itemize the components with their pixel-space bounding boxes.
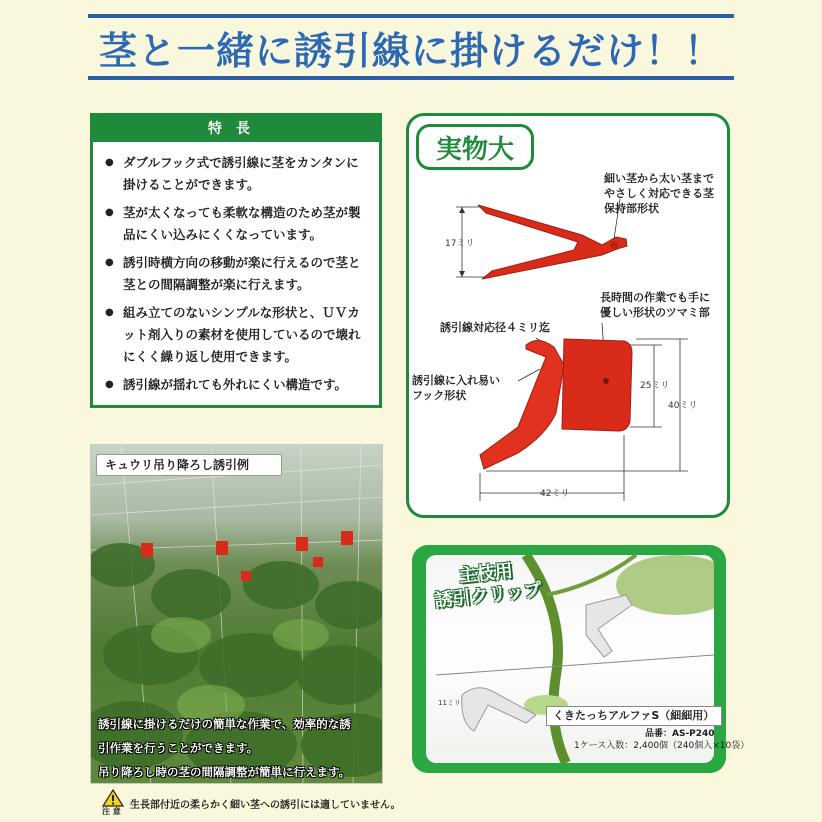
note-wire-diameter: 誘引線対応径４ミリ迄 bbox=[440, 321, 550, 334]
cucumber-photo bbox=[90, 444, 383, 784]
caution-text: 生長部付近の柔らかく細い茎への誘引には適していません。 bbox=[130, 800, 401, 811]
features-title: 特長 bbox=[93, 116, 379, 142]
cucumber-caption-1: 誘引線に掛けるだけの簡単な作業で、効率的な誘 bbox=[98, 717, 351, 731]
feature-item: ● 誘引時横方向の移動が楽に行えるので茎と茎との間隔調整が楽に行えます。 bbox=[103, 252, 369, 296]
headline-text: 茎と一緒に誘引線に掛けるだけ！！ bbox=[98, 28, 723, 73]
clip-front-view bbox=[480, 339, 632, 469]
note-stem: 細い茎から太い茎まで やさしく対応できる茎 保持部形状 bbox=[604, 172, 714, 215]
features-panel bbox=[90, 113, 382, 408]
headline-banner bbox=[88, 14, 734, 80]
product-code: 品番：AS-P240 bbox=[645, 729, 715, 739]
caution-label: 注 意 bbox=[102, 807, 121, 816]
feature-item: ● ダブルフック式で誘引線に茎をカンタンに掛けることができます。 bbox=[103, 152, 369, 196]
cucumber-photo-label: キュウリ吊り降ろし誘引例 bbox=[96, 454, 282, 476]
cucumber-photo-art bbox=[91, 445, 383, 784]
product-name-box: くきたっちアルファS（細細用） bbox=[546, 706, 722, 726]
feature-item: ● 組み立てのないシンプルな形状と、ＵＶカット剤入りの素材を使用しているので壊れにくく繰り返し使用できます。 bbox=[103, 302, 369, 368]
cucumber-caption-3: 吊り降ろし時の茎の間隔調整が簡単に行えます。 bbox=[98, 765, 351, 779]
cucumber-caption-2: 引作業を行うことができます。 bbox=[98, 741, 259, 755]
note-knob: 長時間の作業でも手に 優しい形状のツマミ部 bbox=[600, 291, 710, 319]
actual-size-label-text: 実物大 bbox=[435, 134, 514, 165]
feature-item: ● 茎が太くなっても柔軟な構造のため茎が製品にくい込みにくくなっています。 bbox=[103, 202, 369, 246]
note-hook: 誘引線に入れ易い フック形状 bbox=[412, 374, 500, 402]
feature-item: ● 誘引線が揺れても外れにくい構造です。 bbox=[103, 374, 369, 396]
dim-40-label: 40ミリ bbox=[668, 401, 698, 411]
clip-small-dim: 11ミリ bbox=[438, 699, 461, 707]
clip-title: 主枝用 誘引クリップ bbox=[433, 560, 543, 612]
dim-17-label: 17ミリ bbox=[445, 239, 475, 249]
clip-top-view bbox=[478, 205, 627, 279]
features-list bbox=[93, 142, 379, 396]
dim-25-label: 25ミリ bbox=[640, 381, 670, 391]
case-quantity: 1ケース入数：2,400個（240個入×10袋） bbox=[574, 741, 750, 751]
warning-icon bbox=[102, 789, 124, 807]
dim-42-label: 42ミリ bbox=[540, 489, 570, 499]
